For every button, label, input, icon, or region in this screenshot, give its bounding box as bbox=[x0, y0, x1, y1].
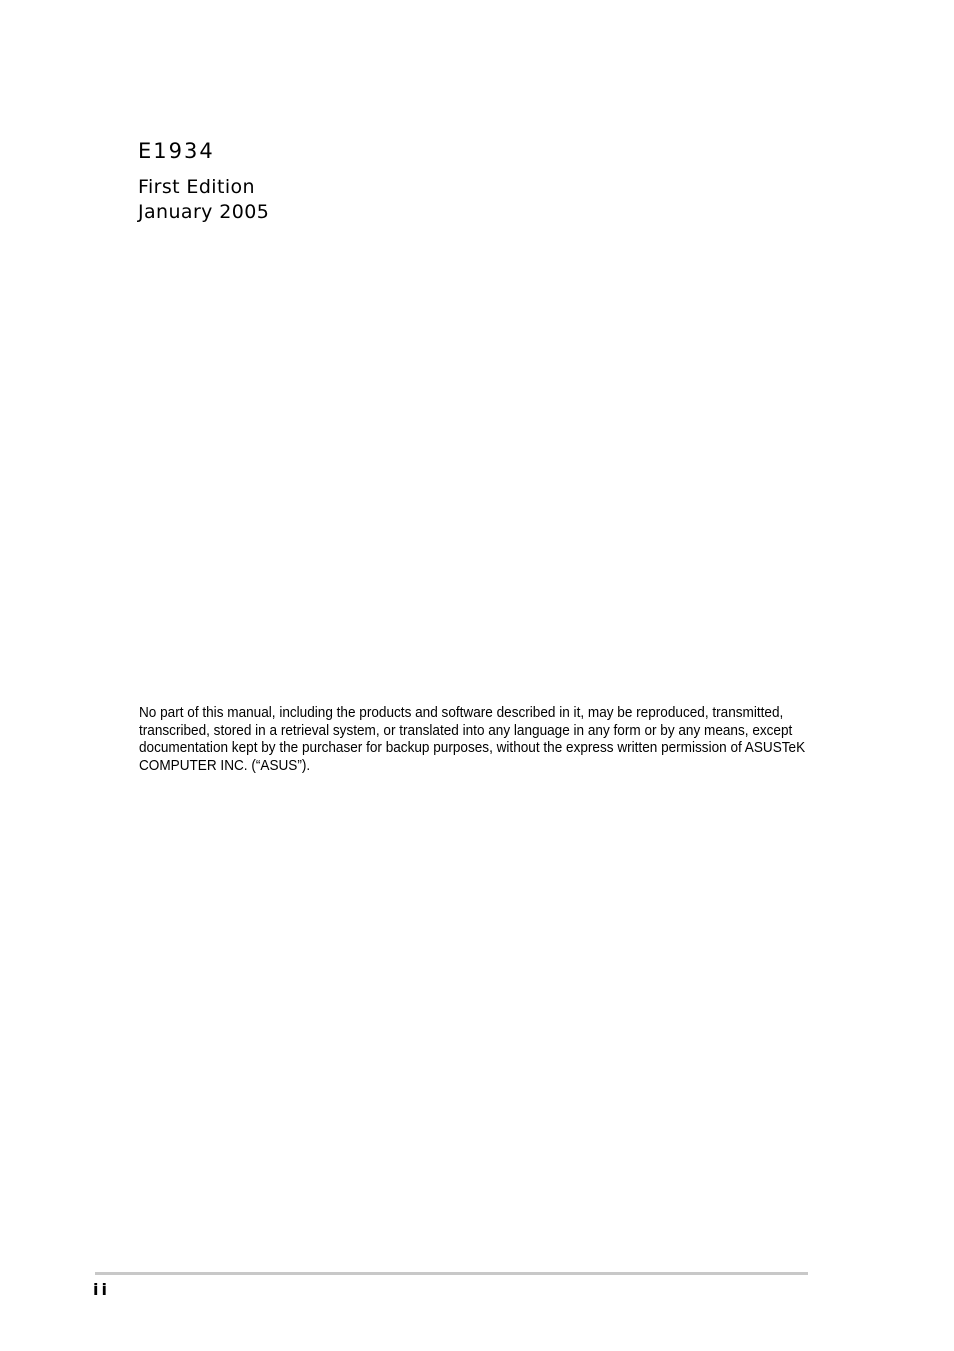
edition-label: First Edition bbox=[138, 176, 255, 198]
copyright-notice: No part of this manual, including the products and software described in it, may be reproduced, transmitted, transcribed, stored in a retrieval system, or translated into any language in any form or by any means, except documentation kept by the purchaser for backup purposes, without the express written permission of ASUSTeK COMPUTER INC. (“ASUS”). bbox=[139, 705, 806, 774]
document-code: E1934 bbox=[138, 139, 215, 163]
page-number: ii bbox=[93, 1280, 110, 1299]
footer-rule bbox=[95, 1272, 808, 1275]
edition-date: January 2005 bbox=[138, 201, 270, 223]
edition-block bbox=[138, 175, 269, 225]
